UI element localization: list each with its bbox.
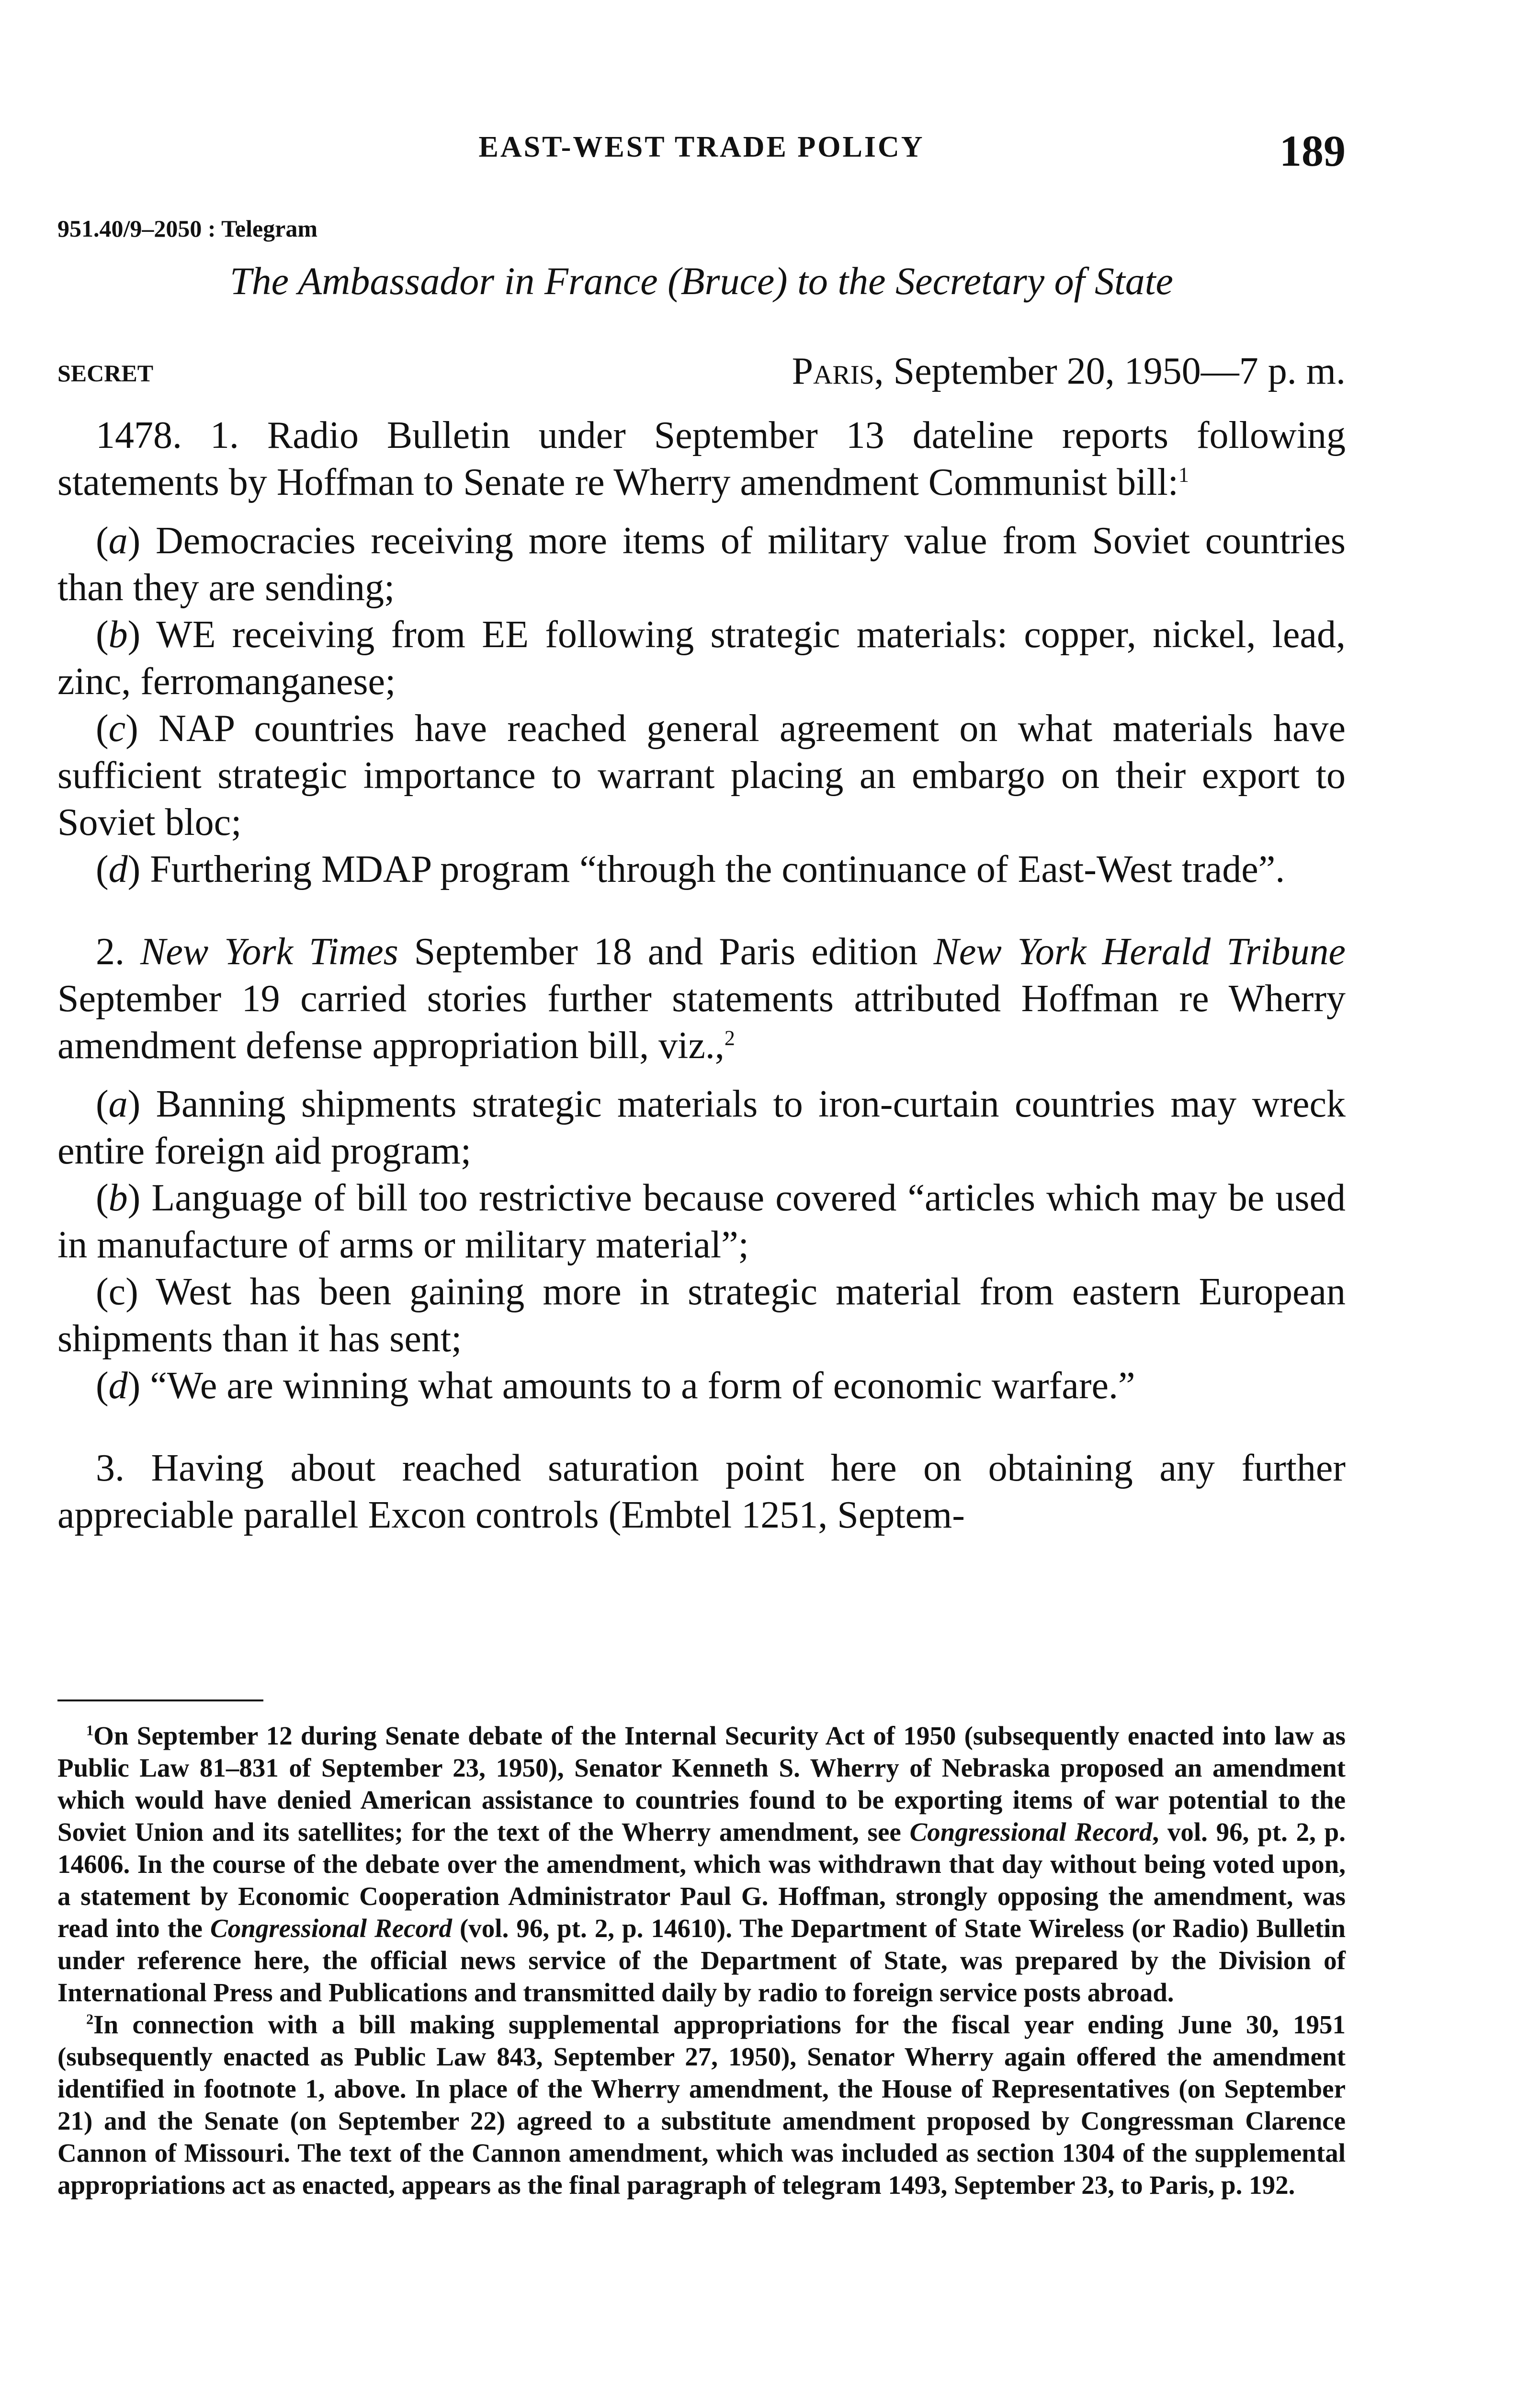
item-letter: d bbox=[108, 848, 128, 890]
running-header bbox=[57, 125, 1346, 175]
paragraph-1 bbox=[57, 412, 1346, 506]
page-number: 189 bbox=[1280, 126, 1346, 175]
footnote-1-text-b: , vol. 96, pt. 2, p. 14606. In the course of the debate over the amendment, which was withdrawn that day without being voted upon, a statement by Economic Cooperation Administrator Paul G. Hoffman, strongly opposing the amendment, was read into the bbox=[57, 1817, 1346, 1943]
item-letter: c bbox=[108, 707, 126, 750]
dateline-place: Paris bbox=[792, 350, 874, 392]
paragraph-1b: (b) WE receiving from EE following strategic materials: copper, nickel, lead, zinc, ferromanganese; bbox=[57, 614, 1346, 703]
paragraph-1-text: 1478. 1. Radio Bulletin under September 13 dateline reports following statements by Hoffman to Senate re Wherry amendment Communist bill: bbox=[57, 414, 1346, 503]
paragraph-2b-text: Language of bill too restrictive because covered “articles which may be used in manufacture of arms or military material”; bbox=[57, 1177, 1346, 1266]
footnote-2 bbox=[57, 2008, 1346, 2201]
item-letter: d bbox=[108, 1365, 128, 1407]
item-letter: a bbox=[108, 1083, 128, 1125]
paragraph-2-text: September 19 carried stories further statements attributed Hoffman re Wherry amendment defense appropriation bill, viz., bbox=[57, 978, 1346, 1067]
paragraph-2a: (a) Banning shipments strategic materials to iron-curtain countries may wreck entire foreign aid program; bbox=[57, 1083, 1346, 1172]
paragraph-1b-text: WE receiving from EE following strategic materials: copper, nickel, lead, zinc, ferromanganese; bbox=[57, 614, 1346, 703]
document-title: The Ambassador in France (Bruce) to the Secretary of State bbox=[230, 259, 1173, 303]
telegram-body bbox=[57, 412, 1346, 1539]
paragraph-2a-text: Banning shipments strategic materials to iron-curtain countries may wreck entire foreign aid program; bbox=[57, 1083, 1346, 1172]
paragraph-2-number: 2. bbox=[96, 931, 140, 973]
footnote-ref-1: 1 bbox=[1178, 463, 1189, 487]
footnote-2-text: In connection with a bill making supplemental appropriations for the fiscal year ending June 30, 1951 (subsequently enacted as Public Law 843, September 27, 1950), Senator Wherry again offered the amendment identified in footnote 1, above. In place of the Wherry amendment, the House of Representatives (on September 21) and the Senate (on September 22) agreed to a substitute amendment proposed by Congressman Clarence Cannon of Missouri. The text of the Cannon amendment, which was included as section 1304 of the supplemental appropriations act as enacted, appears as the final paragraph of telegram 1493, September 23, to Paris, p. 192. bbox=[57, 2010, 1346, 2200]
footnote-1-text-a: On September 12 during Senate debate of the Internal Security Act of 1950 (subsequently enacted into law as Public Law 81–831 of September 23, 1950), Senator Kenneth S. Wherry of Nebraska proposed an amendment which would have denied American assistance to countries found to be exporting items of war potential to the Soviet Union and its satellites; for the text of the Wherry amendment, see bbox=[57, 1721, 1346, 1847]
paragraph-1a-text: Democracies receiving more items of military value from Soviet countries than they are sending; bbox=[57, 520, 1346, 609]
paragraph-1d: (d) Furthering MDAP program “through the continuance of East-West trade”. bbox=[96, 848, 1285, 890]
paragraph-2d-text: “We are winning what amounts to a form of economic warfare.” bbox=[140, 1365, 1135, 1407]
paragraph-2d: (d) “We are winning what amounts to a form of economic warfare.” bbox=[96, 1365, 1135, 1407]
dateline bbox=[792, 350, 1346, 393]
footnote-1-mark: 1 bbox=[86, 1722, 94, 1739]
paragraph-1c: (c) NAP countries have reached general agreement on what materials have sufficient strategic importance to warrant placing an embargo on their export to Soviet bloc; bbox=[57, 707, 1346, 844]
paragraph-2b: (b) Language of bill too restrictive because covered “articles which may be used in manufacture of arms or military material”; bbox=[57, 1177, 1346, 1266]
item-letter: a bbox=[108, 520, 128, 562]
paragraph-1a: (a) Democracies receiving more items of military value from Soviet countries than they are sending; bbox=[57, 520, 1346, 609]
footnotes bbox=[57, 1720, 1346, 2201]
newspaper-nyt: New York Times bbox=[140, 931, 398, 973]
document-page bbox=[57, 0, 1346, 2395]
item-letter: b bbox=[108, 614, 128, 656]
paragraph-3: 3. Having about reached saturation point here on obtaining any further appreciable parallel Excon controls (Embtel 1251, Septem- bbox=[57, 1447, 1346, 1536]
newspaper-nyht: New York Herald Tribune bbox=[933, 931, 1346, 973]
paragraph-2c: (c) West has been gaining more in strategic material from eastern European shipments than it has sent; bbox=[57, 1271, 1346, 1360]
paragraph-2 bbox=[57, 928, 1346, 1069]
dateline-date: , September 20, 1950—7 p. m. bbox=[874, 350, 1346, 392]
running-title: EAST-WEST TRADE POLICY bbox=[478, 131, 925, 163]
classification-label: SECRET bbox=[57, 360, 154, 387]
footnote-divider bbox=[57, 1699, 263, 1701]
footnote-1-citation-1: Congressional Record bbox=[909, 1817, 1153, 1847]
paragraph-1d-text: Furthering MDAP program “through the continuance of East-West trade”. bbox=[140, 848, 1285, 890]
footnote-1-text-c: (vol. 96, pt. 2, p. 14610). The Department of State Wireless (or Radio) Bulletin under reference here, the official news service of the Department of State, was prepared by the Division of International Press and Publications and transmitted daily by radio to foreign service posts abroad. bbox=[57, 1914, 1346, 2007]
footnote-1 bbox=[57, 1720, 1346, 2008]
paragraph-2-mid: September 18 and Paris edition bbox=[398, 931, 934, 973]
document-reference: 951.40/9–2050 : Telegram bbox=[57, 215, 318, 242]
item-letter: b bbox=[108, 1177, 128, 1219]
footnote-1-citation-2: Congressional Record bbox=[210, 1914, 452, 1943]
footnote-ref-2: 2 bbox=[724, 1026, 735, 1050]
footnote-2-mark: 2 bbox=[86, 2011, 94, 2028]
paragraph-1c-text: NAP countries have reached general agreement on what materials have sufficient strategic importance to warrant placing an embargo on their export to Soviet bloc; bbox=[57, 707, 1346, 844]
